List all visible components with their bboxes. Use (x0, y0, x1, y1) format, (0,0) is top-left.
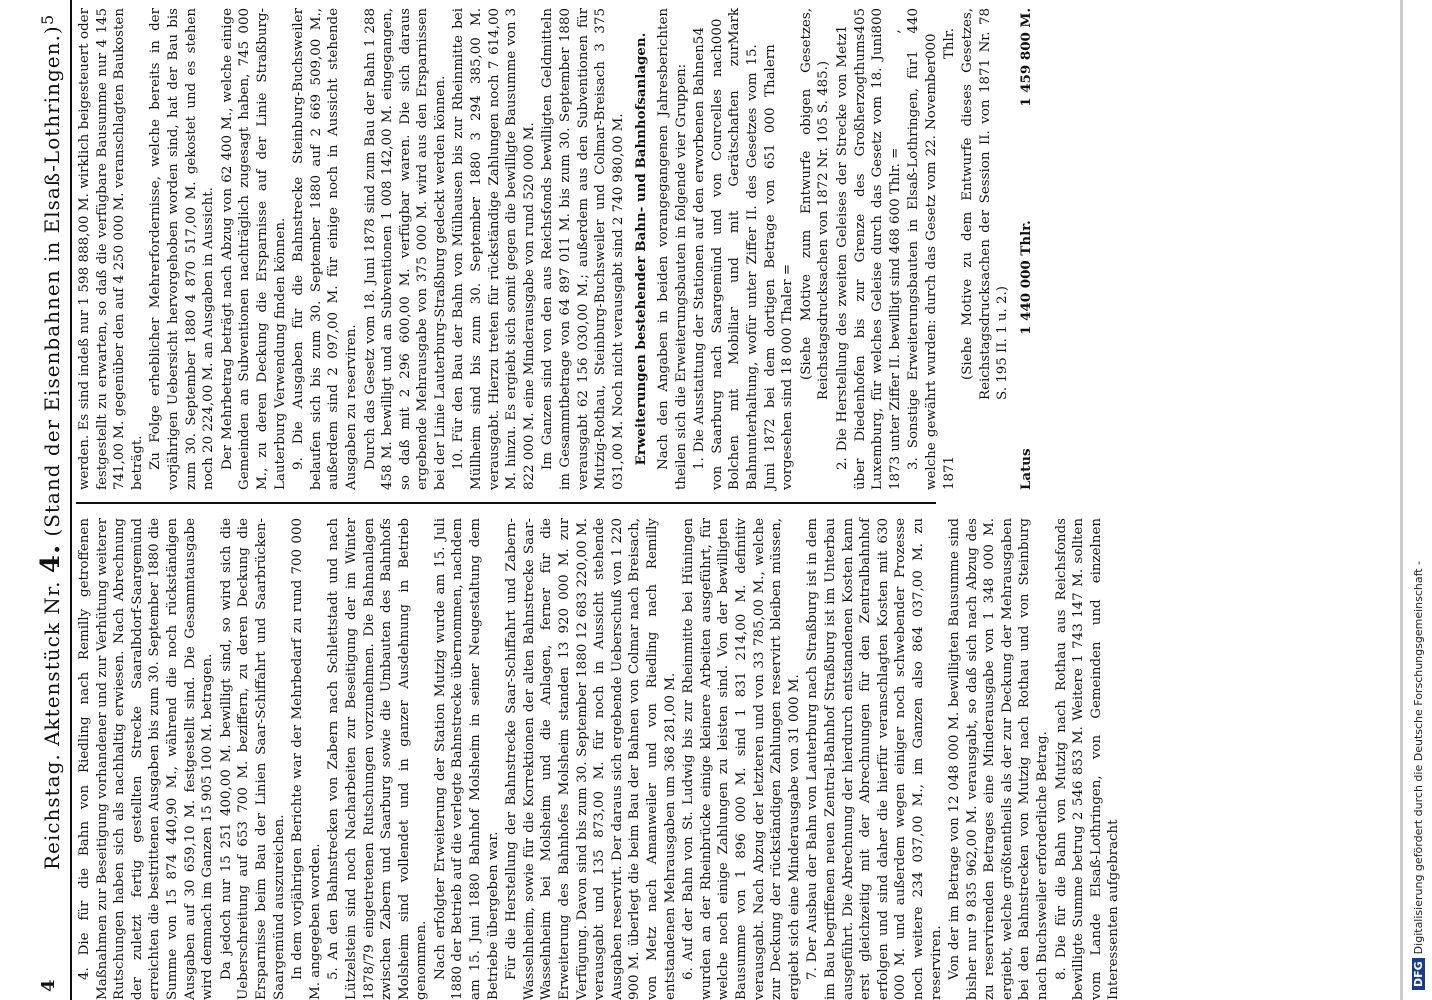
item-amount: 1 440 000 Thlr. (906, 8, 957, 60)
paragraph: Im Ganzen sind von den aus Reichsfonds bewilligten Geldmitteln im Gesammtbetrage von 64 897 011 M. bis zum 30. September 1880 verausgabt 62 156 030,00 M.; außerdem aus den Subventionen für Mutzig-Rothau, Steinburg-Buchsweiler und Colmar-Breisach 3 375 031,00 M. Noch nicht verausgabt sind 2 740 980,00 M. (540, 8, 626, 490)
right-column (76, 8, 1035, 490)
latus-mark: 1 459 800 M. (1017, 8, 1034, 107)
latus-label: Latus (1017, 448, 1034, 490)
header-rule (70, 0, 72, 1000)
page-number: 4 (38, 979, 59, 992)
paragraph: In dem vorjährigen Berichte war der Mehrbedarf zu rund 700 000 M. angegeben worden. (290, 518, 323, 1000)
list-item (905, 8, 959, 490)
watermark-text: Digitalisierung gefördert durch die Deutsche Forschungsgemeinschaft - (1412, 560, 1425, 955)
paragraph: 7. Der Ausbau der Bahn von Lauterburg nach Straßburg ist in dem im Bau begriffenen neuen Zentral-Bahnhof Straßburg ist im Unterbau ausgeführt. Die Abrechnung der hierdurch entstandenen Kosten kann erst gleichzeitig mit der Abrechnungen für den Zentralbahnhof erfolgen und sind daher die hierfür veranschlagten Kosten mit 630 000 M. und außerdem wegen einiger noch schwebender Prozesse noch weitere 234 037,00 M., im Ganzen also 864 037,00 M. zu reserviren. (805, 518, 944, 1000)
item-text: 2. Die Herstellung des zweiten Geleises der Strecke von Metz über Diedenhofen bis zur Grenze des Großherzogthums Luxemburg, für welches Geleise durch das Gesetz vom 18. Juni 1873 unter Ziffer II. bewilligt sind 468 600 Thlr. = (834, 33, 903, 490)
dfg-watermark (1412, 390, 1432, 990)
paragraph: 6. Auf der Bahn von St. Ludwig bis zur Rheinmitte bei Hüningen wurden an der Rheinbrücke einige kleinere Arbeiten ausgeführt, für welche noch einige Zahlungen zu leisten sind. Von der bewilligten Bausumme von 1 896 000 M. sind 1 831 214,00 M. definitiv verausgabt. Nach Abzug der letzteren und von 33 785,00 M., welche zur Deckung der rückständigen Zahlungen reservirt bleiben müssen, ergiebt sich eine Minderausgabe von 31 000 M. (681, 518, 802, 1000)
column-divider (76, 502, 936, 504)
paragraph: Zu Folge erheblicher Mehrerfordernisse, welche bereits in der vorjährigen Uebersicht hervorgehoben worden sind, hat der Bau bis zum 30. September 1880 4 870 517,00 M. gekostet und es stehen noch 20 224,00 M. an Ausgaben in Aussicht. (148, 8, 217, 490)
paragraph: Der Mehrbetrag beträgt nach Abzug von 62 400 M., welche einige Gemeinden an Subventionen nachträglich zugesagt haben, 745 000 M., zu deren Deckung die Ersparnisse auf der Linie Straßburg-Lauterburg Verwendung finden können. (219, 8, 288, 490)
paragraph: Nach erfolgter Erweiterung der Station Mutzig wurde am 15. Juli 1880 der Betrieb auf die verlegte Bahnstrecke übernommen, nachdem am 15. Juni 1880 Bahnhof Molsheim in seiner Neugestaltung dem Betriebe übergeben war. (432, 518, 501, 1000)
item-amount: 1 405 800 , (834, 8, 903, 34)
list-item (834, 8, 905, 490)
latus-thaler: 1 440 000 Thlr. (1017, 220, 1034, 335)
page-header (30, 0, 68, 1000)
paragraph: Für die Herstellung der Bahnstrecke Saar-Schiffahrt und Zabern-Wasselnheim, sowie für die Korrektionen der alten Bahnstrecke Saar-Wasselnheim bei Molsheim und die Anlagen, ferner für die Erweiterung des Bahnhofes Molsheim standen 13 920 000 M. zur Verfügung. Davon sind bis zum 30. September 1880 12 683 220,00 M. verausgabt und 135 873,00 M. für noch in Aussicht stehende Ausgaben reservirt. Der daraus sich ergebende Ueberschuß von 1 220 900 M. überlegt die beim Bau der Bahnen von Colmar nach Breisach, von Metz nach Amanweiler und von Riedling nach Remilly entstandenen Mehrausgaben um 368 281,00 M. (504, 518, 678, 1000)
paragraph: 10. Für den Bau der Bahn von Mülhausen bis zur Rheinmitte bei Müllheim sind bis zum 30. September 1880 3 294 385,00 M. verausgabt. Hierzu treten für rückständige Zahlungen noch 7 614,00 M. hinzu. Es ergiebt sich somit gegen die bewilligte Bausumme von 3 822 000 M. eine Minderausgabe von rund 520 000 M. (451, 8, 537, 490)
latus-row (1018, 8, 1036, 490)
item-note: (Siehe Motive zu dem Entwurfe dieses Gesetzes, Reichstagsdrucksachen der Session II. von 1871 Nr. 78 S. 195 II. 1 u. 2.) (960, 8, 1011, 400)
paragraph: 4. Die für die Bahn von Riedling nach Remilly getroffenen Maßnahmen zur Beseitigung vorhandener und zur Verhütung weiterer Rutschungen haben sich als nachhaltig erwiesen. Nach Abrechnung der zuletzt fertig gestellten Strecke Saaralbdorf-Saargemünd erreichten die bestrittenen Ausgaben bis zum 30. September 1880 die Summe von 15 874 440,90 M., während die noch rückständigen Ausgaben auf 30 659,10 M. festgestellt sind. Die Gesammtausgabe wird demnach im Ganzen 15 905 100 M. betragen. (77, 518, 216, 1000)
page-edge-shadow (1400, 0, 1403, 1000)
paragraph: werden. Es sind indeß nur 1 598 888,00 M. wirklich beigesteuert oder festgestellt zu erwarten, so daß die verfügbare Bausumme nur 4 145 741,00 M. gegenüber den auf 4 250 000 M. veranschlagten Baukosten beträgt. (77, 8, 145, 490)
left-column (76, 518, 1124, 1000)
page-title (36, 25, 66, 870)
item-text: 3. Sonstige Erweiterungsbauten in Elsaß-Lothringen, für welche gewährt wurden: durch das Gesetz vom 22. November 1871 (906, 59, 957, 490)
document-number: 4. (36, 543, 66, 574)
section-heading: Erweiterungen bestehender Bahn- und Bahnhofsanlagen. (633, 32, 650, 466)
item-text: 1. Die Ausstattung der Stationen auf den erworbenen Bahnen von Saarburg nach Saargemünd und von Courcelles nach Bolchen mit Mobiliar und mit Gerätschaften zur Bahnunterhaltung, wofür unter Ziffer II. des Gesetzes vom 15. Juni 1872 bei dem dortigen Betrage von 651 000 Thalern vorgesehen sind 18 000 Thaler = (692, 44, 796, 490)
paragraph: Durch das Gesetz vom 18. Juni 1878 sind zum Bau der Bahn 1 288 458 M. bewilligt und an Subventionen 1 008 142,00 M. eingegangen, so daß mit 2 296 600,00 M. verfügbar waren. Die sich daraus ergebende Mehrausgabe von 375 000 M. wird aus den Ersparnissen bei der Linie Lauterburg-Straßburg gedeckt werden können. (362, 8, 448, 490)
item-note: (Siehe Motive zum Entwurfe obigen Gesetzes, Reichstagsdrucksachen von 1872 Nr. 105 S. 485.) (798, 8, 832, 400)
dfg-logo: DFG (1412, 958, 1425, 990)
item-amount: 54 000 Mark (692, 7, 743, 45)
list-item (691, 8, 798, 490)
title-suffix: (Stand der Eisenbahnen in Elsaß-Lothringen.) (40, 25, 64, 537)
page-mark: 5 (38, 14, 57, 25)
paragraph: Da jedoch nur 15 251 400,00 M. bewilligt sind, so wird sich die Ueberschreitung auf 653 700 M. beziffern, zu deren Deckung die Ersparnisse beim Bau der Linien Saar-Schiffahrt und Saarbrücken-Saargemünd auszureichen. (218, 518, 287, 1000)
title-prefix: Reichstag. Aktenstück Nr. (40, 580, 64, 870)
section-intro: Nach den Angaben in beiden vorangegangenen Jahresberichten theilen sich die Erweiterungsbauten in folgende vier Gruppen: (656, 8, 689, 490)
paragraph: 9. Die Ausgaben für die Bahnstrecke Steinburg-Buchsweiler belaufen sich bis zum 30. September 1880 auf 2 669 509,00 M., außerdem sind 2 097,00 M. für einige noch in Aussicht stehende Ausgaben zu reserviren. (291, 8, 359, 490)
paragraph: 5. An den Bahnstrecken von Zabern nach Schlettstadt und nach Lützelstein sind noch Nacharbeiten zur Beseitigung der im Winter 1878/79 eingetretenen Rutschungen vorzunehmen. Die Bahnanlagen zwischen Zabern und Saarburg sowie die Umbauten des Bahnhofs Molsheim sind vollendet und in ganzer Ausdehnung in Betrieb genommen. (326, 518, 430, 1000)
rotated-document (30, 0, 1432, 1000)
paragraph: 8. Die für die Bahn von Mutzig nach Rothau aus Reichsfonds bewilligte Summe betrug 2 546 853 M. Weitere 1 743 147 M. sollten vom Lande Elsaß-Lothringen, von Gemeinden und einzelnen Interessenten aufgebracht (1053, 518, 1122, 1000)
paragraph: Von der im Betrage von 12 048 000 M. bewilligten Bausumme sind bisher nur 9 835 962,00 M. verausgabt, so daß sich nach Abzug des zu reservirenden Betrages eine Minderausgabe von 1 348 000 M. ergiebt, welche größtentheils als der zur Deckung der Mehrausgaben bei den Bahnstrecken von Mutzig nach Rothau und von Steinburg nach Buchsweiler erforderliche Betrag. (947, 518, 1051, 1000)
